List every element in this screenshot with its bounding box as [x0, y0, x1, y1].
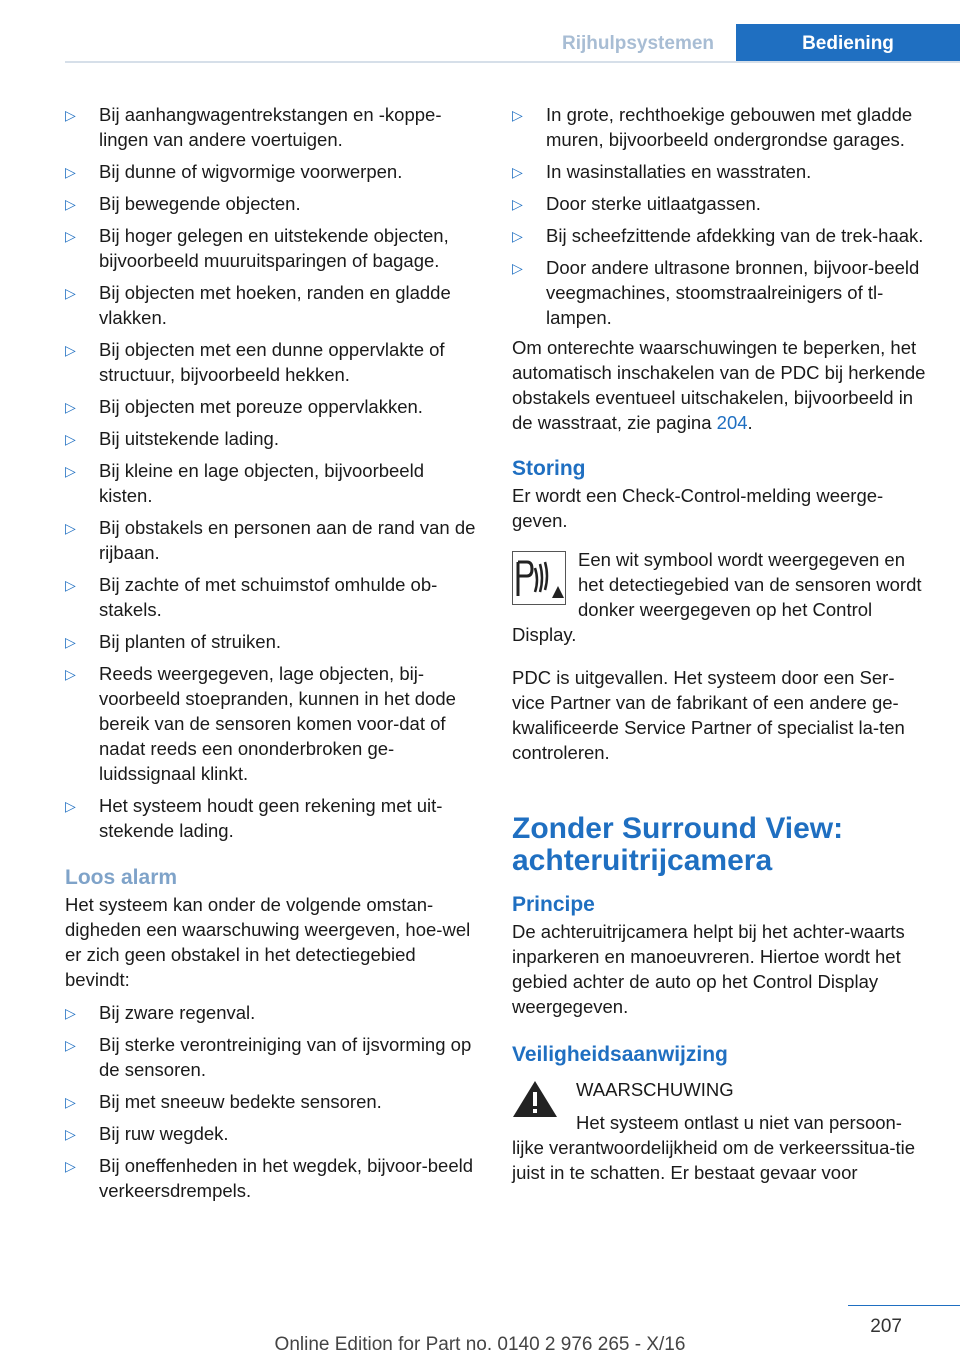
list-item-text: Bij bewegende objecten. — [99, 193, 301, 214]
list-item — [65, 572, 480, 622]
page-number-line — [848, 1305, 960, 1306]
list-item — [512, 159, 927, 184]
list-item-text: Bij oneffenheden in het wegdek, bijvoor-beeld verkeersdrempels. — [99, 1155, 474, 1201]
list-item-text: Bij sterke verontreiniging van of ijsvorming op de sensoren. — [99, 1034, 472, 1080]
list-item-text: Door andere ultrasone bronnen, bijvoor-beeld veegmachines, stoomstraalreinigers of tl-lampen. — [546, 257, 920, 328]
list-item — [65, 458, 480, 508]
warning-block — [512, 1077, 927, 1185]
triangle-bullet-icon: ▷ — [65, 399, 76, 415]
list-item — [65, 1153, 480, 1203]
chapter-heading-line-2: achteruitrijcamera — [512, 844, 773, 877]
list-item — [65, 223, 480, 273]
triangle-bullet-icon: ▷ — [65, 463, 76, 479]
paragraph-storing-icon: Een wit symbool wordt weergegeven en het detectiegebied van de sensoren wordt donker weergegeven op het Control Display. — [512, 549, 922, 645]
triangle-bullet-icon: ▷ — [65, 1158, 76, 1174]
list-item — [65, 1032, 480, 1082]
list-item-text: Bij objecten met poreuze oppervlakken. — [99, 396, 423, 417]
list-item — [65, 394, 480, 419]
list-item-text: Bij dunne of wigvormige voorwerpen. — [99, 161, 403, 182]
header-divider — [65, 61, 960, 63]
triangle-bullet-icon: ▷ — [65, 798, 76, 814]
list-item — [65, 159, 480, 184]
header-chapter-tab: Bediening — [736, 24, 960, 63]
section-heading-storing: Storing — [512, 457, 586, 480]
triangle-bullet-icon: ▷ — [65, 577, 76, 593]
list-item-text: Bij planten of struiken. — [99, 631, 282, 652]
warning-label: WAARSCHUWING — [576, 1079, 734, 1100]
storing-icon-block — [512, 547, 927, 647]
list-item — [65, 426, 480, 451]
header-section-title: Rijhulpsystemen — [561, 33, 715, 54]
paragraph-pdc-disable — [512, 335, 927, 435]
triangle-bullet-icon: ▷ — [65, 342, 76, 358]
triangle-bullet-icon: ▷ — [65, 228, 76, 244]
warning-triangle-icon — [512, 1079, 558, 1124]
list-item — [65, 337, 480, 387]
paragraph-principe: De achteruitrijcamera helpt bij het achter-waarts inparkeren en manoeuvreren. Hiertoe wordt het gebied achter de auto op het Control Display weergegeven. — [512, 921, 905, 1017]
list-item-text: In wasinstallaties en wasstraten. — [546, 161, 812, 182]
list-item — [65, 1121, 480, 1146]
warning-text: Het systeem ontlast u niet van persoon-lijke verantwoordelijkheid om de verkeerssitua-tie juist in te schatten. Er bestaat gevaar voor — [512, 1112, 916, 1183]
triangle-bullet-icon: ▷ — [65, 164, 76, 180]
right-column — [512, 102, 927, 1185]
section-heading-veiligheid: Veiligheidsaanwijzing — [512, 1043, 728, 1066]
page-number: 207 — [870, 1316, 902, 1337]
list-item-text: Bij zware regenval. — [99, 1002, 256, 1023]
list-item-text: Reeds weergegeven, lage objecten, bij-voorbeeld stoepranden, kunnen in het dode bereik van de sensoren komen voor-dat of nadat reeds een ononderbroken ge-luidssignaal klinkt. — [99, 663, 456, 784]
list-item — [512, 191, 927, 216]
list-item-text: Door sterke uitlaatgassen. — [546, 193, 761, 214]
chapter-heading-line-1: Zonder Surround View: — [512, 812, 844, 845]
triangle-bullet-icon: ▷ — [65, 196, 76, 212]
list-item-text: Bij uitstekende lading. — [99, 428, 279, 449]
list-item-text: Bij kleine en lage objecten, bijvoorbeeld kisten. — [99, 460, 424, 506]
list-item-text: Bij met sneeuw bedekte sensoren. — [99, 1091, 382, 1112]
list-item-text: Bij zachte of met schuimstof omhulde ob-stakels. — [99, 574, 438, 620]
triangle-bullet-icon: ▷ — [65, 107, 76, 123]
list-item-text: Bij objecten met een dunne oppervlakte of structuur, bijvoorbeeld hekken. — [99, 339, 445, 385]
pdc-fault-icon — [512, 551, 566, 605]
triangle-bullet-icon: ▷ — [65, 520, 76, 536]
triangle-bullet-icon: ▷ — [512, 164, 523, 180]
list-item — [65, 1089, 480, 1114]
triangle-bullet-icon: ▷ — [512, 196, 523, 212]
list-item-text: Bij obstakels en personen aan de rand van de rijbaan. — [99, 517, 476, 563]
triangle-bullet-icon: ▷ — [512, 107, 523, 123]
list-item-text: Bij scheefzittende afdekking van de trek-haak. — [546, 225, 924, 246]
paragraph-loos-alarm: Het systeem kan onder de volgende omstan-digheden een waarschuwing weergeven, hoe-wel er zich geen obstakel in het detectiegebied bevindt: — [65, 894, 471, 990]
left-column — [65, 102, 480, 1210]
triangle-bullet-icon: ▷ — [65, 1126, 76, 1142]
list-item-text: Bij aanhangwagentrekstangen en -koppe-lingen van andere voertuigen. — [99, 104, 442, 150]
triangle-bullet-icon: ▷ — [512, 228, 523, 244]
triangle-bullet-icon: ▷ — [65, 666, 76, 682]
triangle-bullet-icon: ▷ — [65, 634, 76, 650]
list-item-text: In grote, rechthoekige gebouwen met gladde muren, bijvoorbeeld ondergrondse garages. — [546, 104, 913, 150]
paragraph-end: . — [747, 412, 753, 433]
list-item — [65, 191, 480, 216]
footer-edition: Online Edition for Part no. 0140 2 976 265 - X/16 — [274, 1334, 686, 1355]
list-item — [65, 102, 480, 152]
triangle-bullet-icon: ▷ — [65, 285, 76, 301]
list-item — [65, 629, 480, 654]
triangle-bullet-icon: ▷ — [65, 1094, 76, 1110]
list-item — [512, 255, 927, 330]
list-item — [65, 1000, 480, 1025]
page-link-204[interactable]: 204 — [716, 412, 748, 433]
bullet-list-false-alarms — [65, 1000, 480, 1203]
paragraph-storing: Er wordt een Check-Control-melding weerge-geven. — [512, 485, 884, 531]
section-heading-principe: Principe — [512, 893, 595, 916]
list-item — [512, 102, 927, 152]
triangle-bullet-icon: ▷ — [512, 260, 523, 276]
list-item — [65, 515, 480, 565]
list-item — [65, 793, 480, 843]
bullet-list-sensor-limits — [65, 102, 480, 843]
list-item — [65, 280, 480, 330]
section-heading-loos-alarm: Loos alarm — [65, 866, 178, 889]
bullet-list-environment-limits — [512, 102, 927, 330]
paragraph-pdc-failed: PDC is uitgevallen. Het systeem door een Ser-vice Partner van de fabrikant of een andere ge-kwalificeerde Service Partner of specialist la-ten controleren. — [512, 667, 905, 763]
list-item — [65, 661, 480, 786]
triangle-bullet-icon: ▷ — [65, 1005, 76, 1021]
paragraph-text: Om onterechte waarschuwingen te beperken, het automatisch inschakelen van de PDC bij herkende obstakels eventueel uitschakelen, bijvoorbeeld in de wasstraat, zie pagina — [512, 337, 926, 433]
list-item-text: Het systeem houdt geen rekening met uit-stekende lading. — [99, 795, 443, 841]
list-item-text: Bij hoger gelegen en uitstekende objecten, bijvoorbeeld muuruitsparingen of bagage. — [99, 225, 449, 271]
list-item-text: Bij objecten met hoeken, randen en gladde vlakken. — [99, 282, 451, 328]
triangle-bullet-icon: ▷ — [65, 431, 76, 447]
list-item-text: Bij ruw wegdek. — [99, 1123, 229, 1144]
triangle-bullet-icon: ▷ — [65, 1037, 76, 1053]
list-item — [512, 223, 927, 248]
